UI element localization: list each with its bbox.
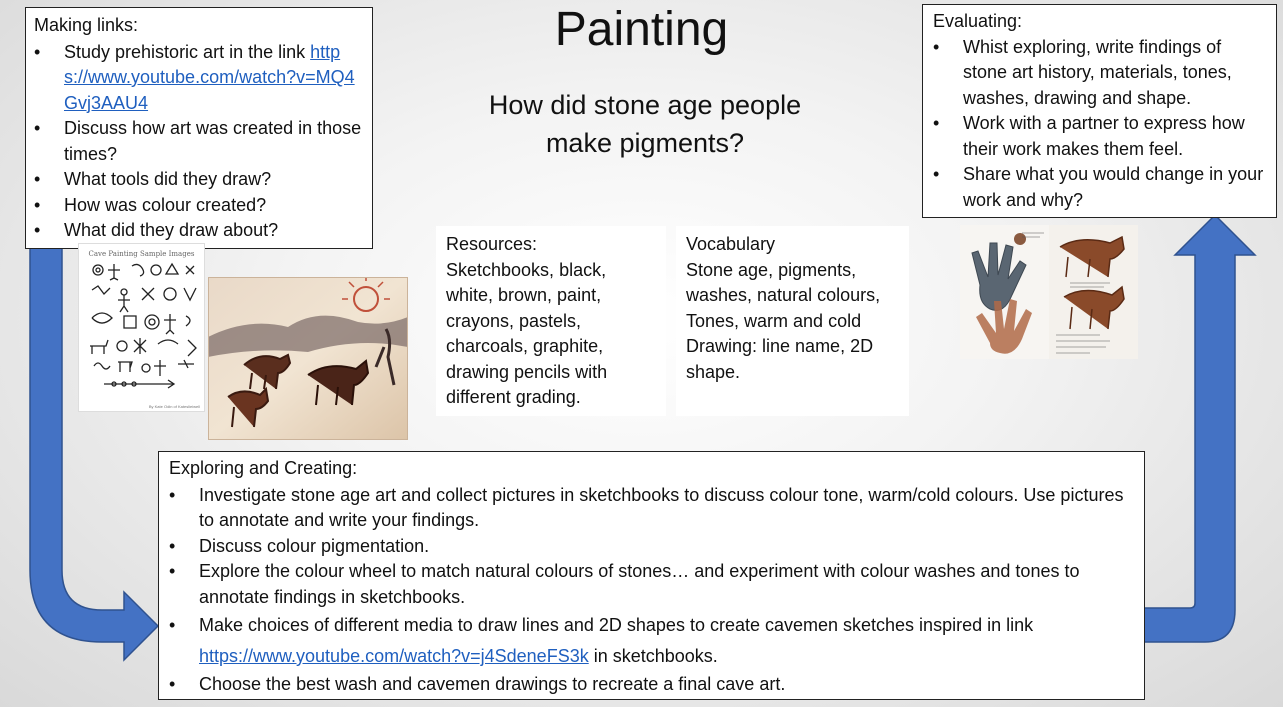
making-links-box (25, 7, 373, 249)
evaluating-heading: Evaluating: (933, 11, 1023, 31)
list-item: • Share what you would change in your work and why? (933, 162, 1266, 213)
cave-art-painting-image (208, 277, 408, 440)
list-item: • What did they draw about? (34, 218, 364, 244)
vocabulary-box (676, 226, 909, 416)
list-item: • Explore the colour wheel to match natural colours of stones… and experiment with colour washes and tones to annotate findings in sketchbooks. (169, 559, 1134, 610)
sample-sheet-credit: By Kate Odin of Kateslieiwell (148, 404, 200, 409)
making-links-heading: Making links: (34, 15, 139, 35)
resources-heading: Resources: (446, 234, 538, 254)
evaluating-box (922, 4, 1277, 218)
resources-box (436, 226, 666, 416)
list-item: • Work with a partner to express how their work makes them feel. (933, 111, 1266, 162)
list-item: • Discuss how art was created in those times? (34, 116, 364, 167)
cave-symbols-image (84, 260, 201, 400)
list-item: • Choose the best wash and cavemen drawings to recreate a final cave art. (169, 672, 1134, 698)
exploring-creating-box (158, 451, 1145, 700)
prehistoric-art-link[interactable]: https://www.youtube.com/watch?v=MQ4Gvj3AAU4 (64, 41, 355, 113)
cave-painting-sample-sheet (78, 243, 205, 412)
list-item: • Whist exploring, write findings of stone art history, materials, tones, washes, drawing and shape. (933, 35, 1266, 112)
list-item: • Study prehistoric art in the link https://www.youtube.com/watch?v=MQ4Gvj3AAU4 (34, 40, 364, 117)
page-title: Painting (554, 3, 729, 56)
vocabulary-heading: Vocabulary (686, 234, 776, 254)
right-flow-arrow (1135, 210, 1275, 660)
sketchbook-handprint-image (960, 225, 1138, 359)
vocabulary-text: Stone age, pigments, washes, natural colours, Tones, warm and cold Drawing: line name, 2D shape. (686, 259, 881, 382)
exploring-heading: Exploring and Creating: (169, 458, 358, 478)
list-item: • How was colour created? (34, 193, 364, 219)
sample-sheet-title: Cave Painting Sample Images (88, 250, 195, 258)
list-item: • Discuss colour pigmentation. (169, 534, 1134, 560)
list-item: • What tools did they draw? (34, 167, 364, 193)
resources-text: Sketchbooks, black, white, brown, paint, crayons, pastels, charcoals, graphite, drawing pencils with different grading. (446, 259, 608, 407)
key-question: How did stone age people make pigments? (488, 90, 802, 158)
list-item: • Investigate stone age art and collect pictures in sketchbooks to discuss colour tone, warm/cold colours. Use pictures to annotate and write your findings. (169, 483, 1134, 534)
cavemen-sketch-link[interactable]: https://www.youtube.com/watch?v=j4SdeneFS3k (199, 646, 589, 666)
list-item: • Make choices of different media to draw lines and 2D shapes to create cavemen sketches inspired in link https://www.youtube.com/watch?v=j4SdeneFS3k in sketchbooks. (169, 610, 1134, 672)
